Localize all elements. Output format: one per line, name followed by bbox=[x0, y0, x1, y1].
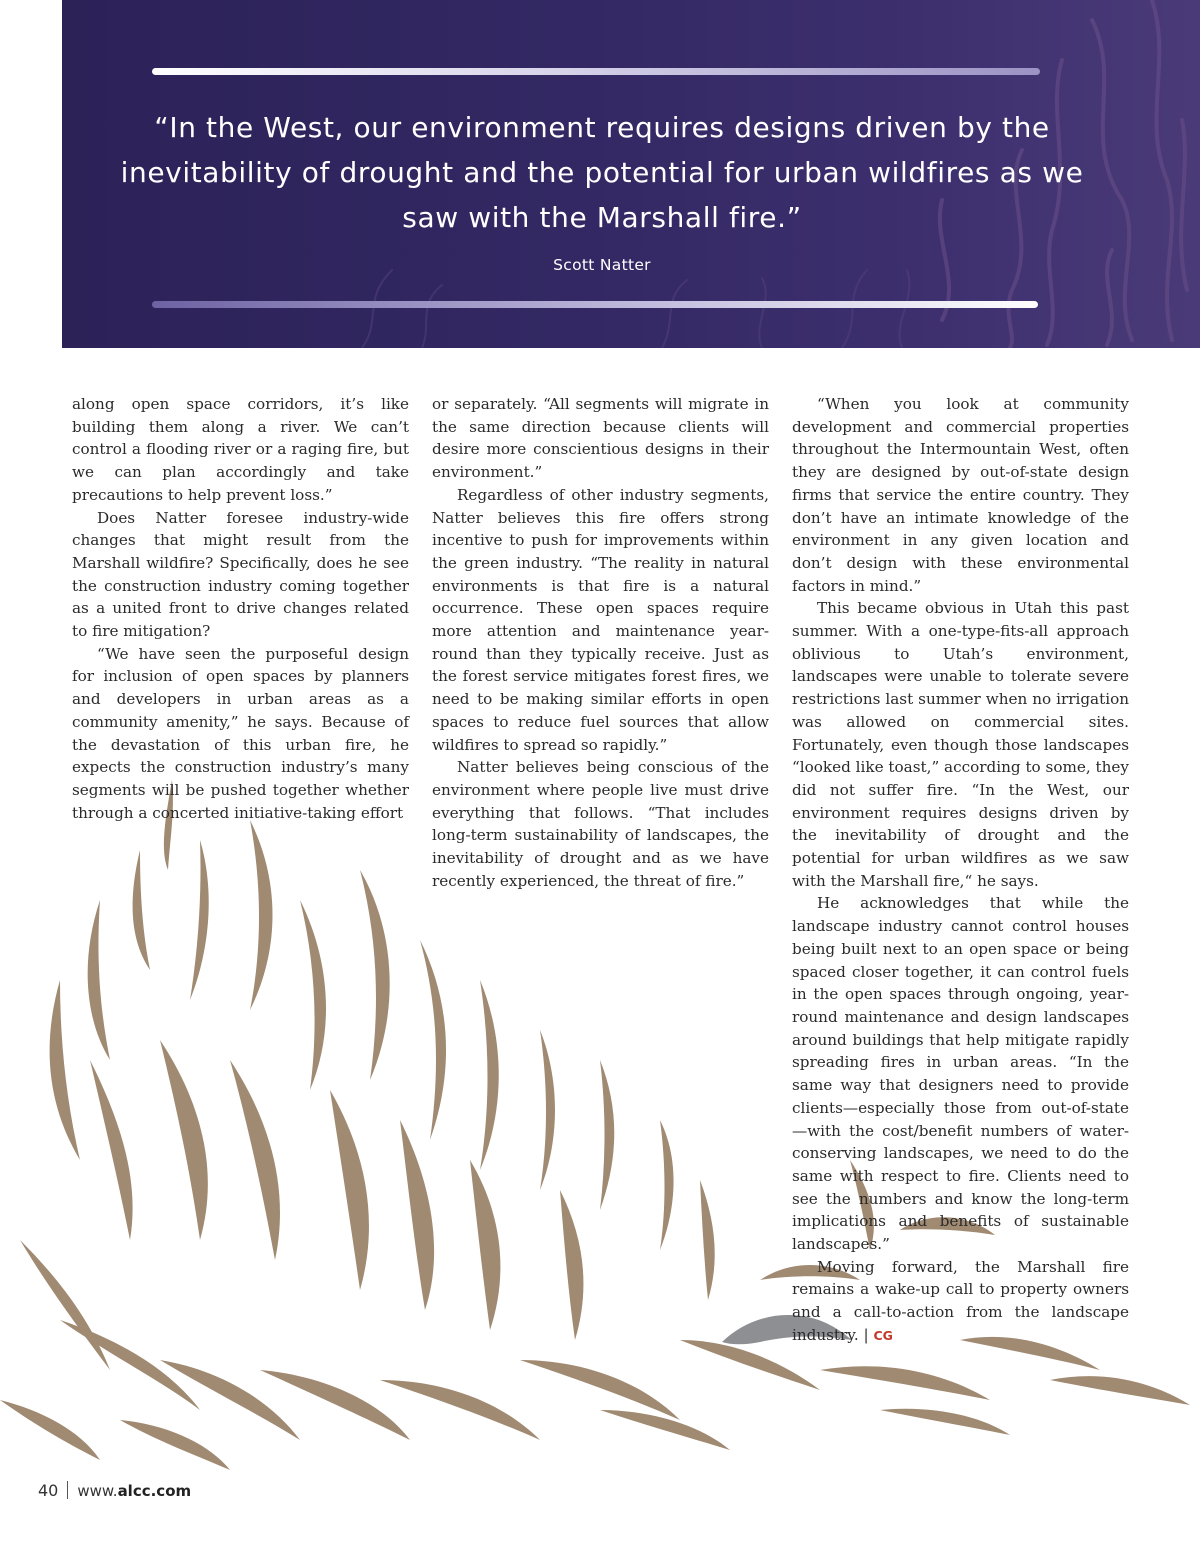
pull-quote-text: “In the West, our environment requires designs driven by the inevitability of drought and the potential for urban wildfires as we saw with the Marshall fire.” bbox=[120, 111, 1084, 234]
article-column-1 bbox=[72, 393, 409, 824]
website-domain: alcc.com bbox=[117, 1482, 192, 1500]
paragraph: “We have seen the purposeful design for inclusion of open spaces by planners and developers in urban areas as a community amenity,” he says. Because of the devastation of this urban fire, he expects the construction industry’s many segments will be pushed together whether through a concerted initiative-taking effort bbox=[72, 644, 409, 822]
paragraph: He acknowledges that while the landscape industry cannot control houses being built next to an open space or being spaced closer together, it can control fuels in the open spaces through ongoing, year-round maintenance and design landscapes around buildings that help mitigate rapidly spreading fires in urban areas. “In the same way that designers need to provide clients—especially those from out-of-state—with the cost/benefit numbers of water-conserving landscapes, we need to do the same with respect to fire. Clients need to see the numbers and know the long-term implications and benefits of sustainable landscapes.” bbox=[792, 894, 1129, 1254]
banner-rule-bottom bbox=[152, 301, 1038, 308]
page-footer bbox=[38, 1481, 191, 1500]
paragraph: Does Natter foresee industry-wide changes that might result from the Marshall wildfire? Specifically, does he see the construction industry coming together as a united front to drive changes related to fire mitigation? bbox=[72, 508, 409, 641]
closing-paragraph bbox=[792, 1256, 1129, 1348]
website-link[interactable] bbox=[77, 1482, 191, 1500]
banner-rule-top bbox=[152, 68, 1040, 75]
end-mark: CG bbox=[873, 1327, 893, 1343]
article-column-3 bbox=[792, 393, 1129, 1348]
article-column-2 bbox=[432, 393, 769, 892]
paragraph: Regardless of other industry segments, Natter believes this fire offers strong incentive to push for improvements within the green industry. “The reality in natural environments is that fire is a natural occurrence. These open spaces require more attention and maintenance year-round than they typically receive. Just as the forest service mitigates forest fires, we need to be making similar efforts in open spaces to reduce fuel sources that allow wildfires to spread so rapidly.” bbox=[432, 485, 769, 754]
paragraph: Natter believes being conscious of the environment where people live must drive everything that follows. “That includes long-term sustainability of landscapes, the inevitability of drought and as we have recently experienced, the threat of fire.” bbox=[432, 758, 769, 890]
closing-paragraph-text: Moving forward, the Marshall fire remains a wake-up call to property owners and a call-to-action from the landscape industry. | bbox=[792, 1257, 1129, 1344]
footer-divider bbox=[67, 1481, 68, 1499]
pull-quote-banner bbox=[62, 0, 1200, 348]
page-number: 40 bbox=[38, 1481, 59, 1500]
pull-quote-author: Scott Natter bbox=[553, 256, 651, 274]
paragraph: “When you look at community development and commercial properties throughout the Intermountain West, often they are designed by out-of-state design firms that service the entire country. They don’t have an intimate knowledge of the environment in any given location and don’t design with these environmental factors in mind.” bbox=[792, 395, 1129, 595]
paragraph: along open space corridors, it’s like building them along a river. We can’t control a flooding river or a raging fire, but we can plan accordingly and take precautions to help prevent loss.” bbox=[72, 395, 409, 504]
paragraph: This became obvious in Utah this past summer. With a one-type-fits-all approach oblivious to Utah’s environment, landscapes were unable to tolerate severe restrictions last summer when no irrigation was allowed on commercial sites. Fortunately, even though those landscapes “looked like toast,” according to some, they did not suffer fire. “In the West, our environment requires designs driven by the inevitability of drought and the potential for urban wildfires as we saw with the Marshall fire,“ he says. bbox=[792, 599, 1129, 890]
website-prefix: www. bbox=[77, 1482, 118, 1500]
paragraph: or separately. “All segments will migrate in the same direction because clients will desire more conscientious designs in their environment.” bbox=[432, 395, 769, 482]
